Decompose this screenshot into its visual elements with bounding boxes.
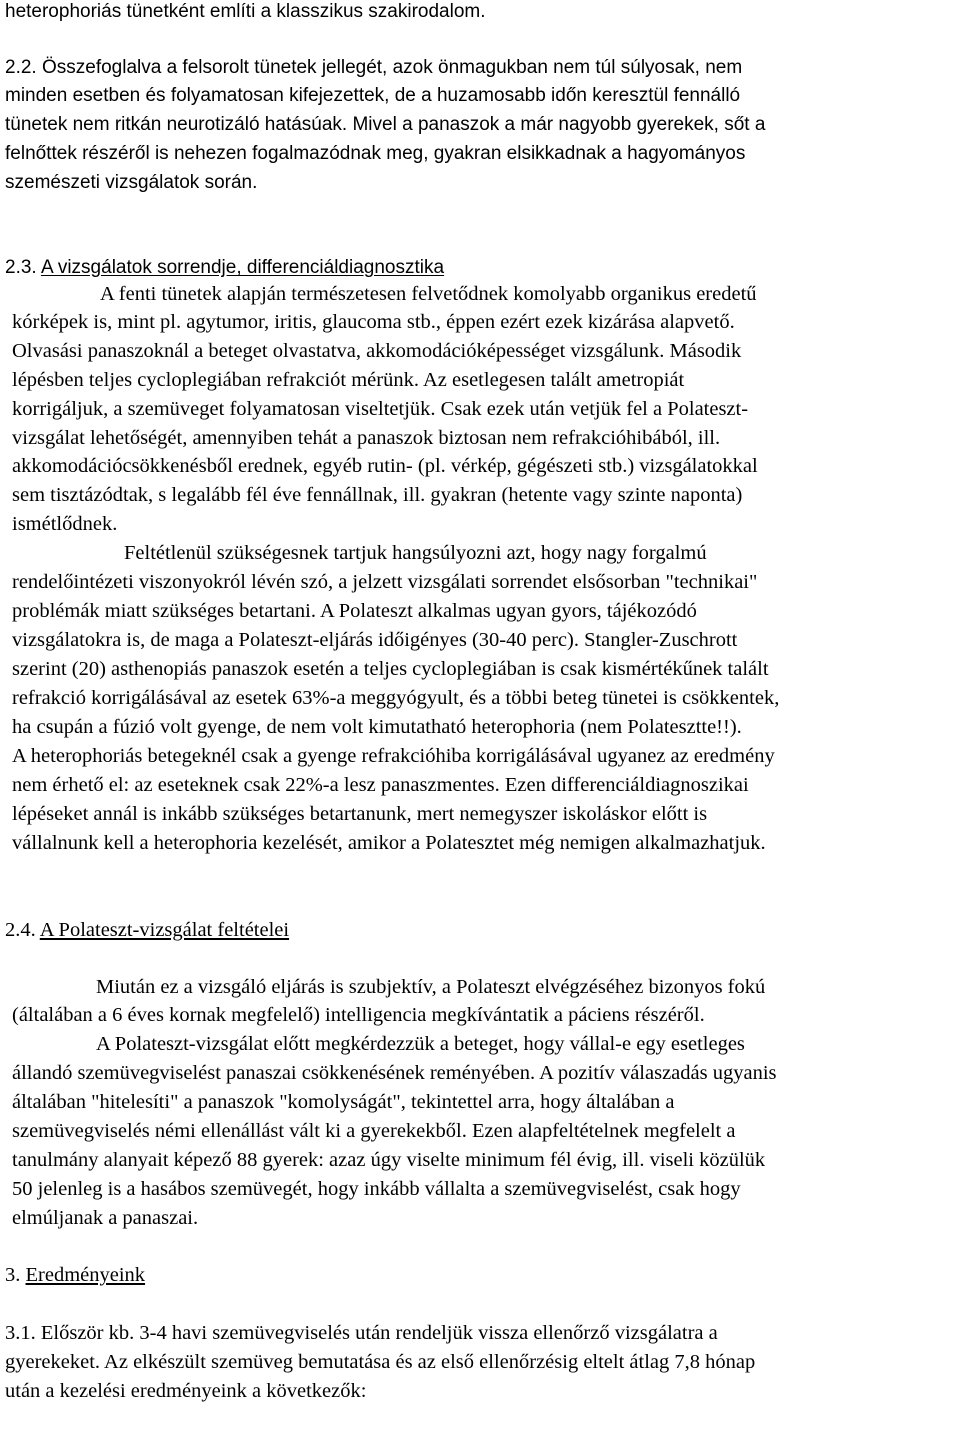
s22-line-2: minden esetben és folyamatosan kifejezettek, de a huzamosabb időn keresztül fennálló: [5, 85, 741, 106]
s24-heading-row: [5, 919, 289, 942]
s23-line-13: vizsgálatokra is, de maga a Polateszt-eljárás időigényes (30-40 perc). Stangler-Zuschrott: [12, 629, 738, 651]
s23-line-20: vállalnunk kell a heterophoria kezelését, amikor a Polatesztet még nemigen alkalmazhatjuk.: [12, 832, 766, 854]
s24-line-8: 50 jelenleg is a hasábos szemüvegét, hogy inkább vállalta a szemüvegviselést, csak hogy: [12, 1178, 741, 1200]
s31-line-3: után a kezelési eredményeink a következők:: [5, 1380, 367, 1402]
s23-line-9: ismétlődnek.: [12, 513, 118, 535]
s23-line-7: akkomodációcsökkenésből erednek, egyéb rutin- (pl. vérkép, gégészeti stb.) vizsgálatokkal: [12, 455, 758, 477]
s31-line-2: gyerekeket. Az elkészült szemüveg bemutatása és az első ellenőrzésig eltelt átlag 7,8 hónap: [5, 1351, 756, 1373]
s23-line-12: problémák miatt szükséges betartani. A Polateszt alkalmas ugyan gyors, tájékozódó: [12, 600, 697, 622]
s23-number: 2.3.: [5, 257, 37, 278]
s24-line-4: állandó szemüvegviselést panaszai csökkenésének reményében. A pozitív válaszadás ugyanis: [12, 1062, 777, 1084]
s22-line-5: szemészeti vizsgálatok során.: [5, 172, 258, 193]
s23-line-8: sem tisztázódtak, s legalább fél éve fennállnak, ill. gyakran (hetente vagy szinte naponta): [12, 484, 743, 506]
s3-number: 3.: [5, 1264, 21, 1286]
s31-line-1: [5, 1322, 718, 1345]
s23-line-10: Feltétlenül szükségesnek tartjuk hangsúlyozni azt, hogy nagy forgalmú: [124, 542, 707, 564]
s24-line-6: szemüvegviselés némi ellenállást vált ki a gyerekekből. Ezen alapfeltételnek megfelelt a: [12, 1120, 736, 1142]
s24-line-2: (általában a 6 éves kornak megfelelő) intelligencia megkívántatik a páciens részéről.: [12, 1004, 705, 1026]
s3-heading: Eredményeink: [25, 1264, 146, 1286]
s24-line-9: elmúljanak a panaszai.: [12, 1207, 199, 1229]
intro-line: heterophoriás tünetként említi a klasszikus szakirodalom.: [5, 1, 486, 22]
s22-line-3: tünetek nem ritkán neurotizáló hatásúak. Mivel a panaszok a már nagyobb gyerekek, sőt a: [5, 114, 766, 135]
s23-line-1: A fenti tünetek alapján természetesen felvetődnek komolyabb organikus eredetű: [100, 283, 757, 305]
s24-heading: A Polateszt-vizsgálat feltételei: [39, 919, 290, 941]
s23-line-15: refrakció korrigálásával az esetek 63%-a meggyógyult, és a többi beteg tünetei is csökkentek,: [12, 687, 780, 709]
s23-line-4: lépésben teljes cycloplegiában refrakciót mérünk. Az esetlegesen talált ametropiát: [12, 369, 685, 391]
s23-line-17: A heterophoriás betegeknél csak a gyenge refrakcióhiba korrigálásával ugyanez az eredmény: [12, 745, 775, 767]
s3-heading-row: [5, 1264, 145, 1287]
s23-heading-row: [5, 257, 444, 279]
s23-line-6: vizsgálat lehetőségét, amennyiben tehát a panaszok biztosan nem refrakcióhibából, ill.: [12, 427, 721, 449]
s23-line-16: ha csupán a fúzió volt gyenge, de nem volt kimutatható heterophoria (nem Polatesztte!!).: [12, 716, 742, 738]
s24-line-5: általában "hitelesíti" a panaszok "komolyságát", tekintettel arra, hogy általában a: [12, 1091, 675, 1113]
s23-line-3: Olvasási panaszoknál a beteget olvastatva, akkomodációképességet vizsgálunk. Második: [12, 340, 742, 362]
s23-heading: A vizsgálatok sorrendje, differenciáldiagnosztika: [40, 257, 445, 278]
s23-line-11: rendelőintézeti viszonyokról lévén szó, a jelzett vizsgálati sorrendet elsősorban "technikai": [12, 571, 758, 593]
s24-line-3: A Polateszt-vizsgálat előtt megkérdezzük a beteget, hogy vállal-e egy esetleges: [96, 1033, 745, 1055]
s31-number: 3.1.: [5, 1322, 36, 1344]
s24-number: 2.4.: [5, 919, 36, 941]
s22-line-4: felnőttek részéről is nehezen fogalmazódnak meg, gyakran elsikkadnak a hagyományos: [5, 143, 746, 164]
s23-line-19: lépéseket annál is inkább szükséges betartanunk, mert nemegyszer iskoláskor előtt is: [12, 803, 708, 825]
s23-line-5: korrigáljuk, a szemüveget folyamatosan viseltetjük. Csak ezek után vetjük fel a Polateszt-: [12, 398, 749, 420]
s22-line-1: 2.2. Összefoglalva a felsorolt tünetek jellegét, azok önmagukban nem túl súlyosak, nem: [5, 57, 743, 78]
s23-line-18: nem érhető el: az eseteknek csak 22%-a lesz panaszmentes. Ezen differenciáldiagnoszikai: [12, 774, 749, 796]
s23-line-14: szerint (20) asthenopiás panaszok esetén a teljes cycloplegiában is csak kismértékűnek talált: [12, 658, 769, 680]
s24-line-7: tanulmány alanyait képező 88 gyerek: azaz úgy viselte minimum fél évig, ill. viseli közülük: [12, 1149, 766, 1171]
s23-line-2: kórképek is, mint pl. agytumor, iritis, glaucoma stb., éppen ezért ezek kizárása alapvető.: [12, 311, 735, 333]
s31-line-1-text: Először kb. 3-4 havi szemüvegviselés után rendeljük vissza ellenőrző vizsgálatra a: [40, 1322, 718, 1344]
s24-line-1: Miután ez a vizsgáló eljárás is szubjektív, a Polateszt elvégzéséhez bizonyos fokú: [96, 976, 766, 998]
